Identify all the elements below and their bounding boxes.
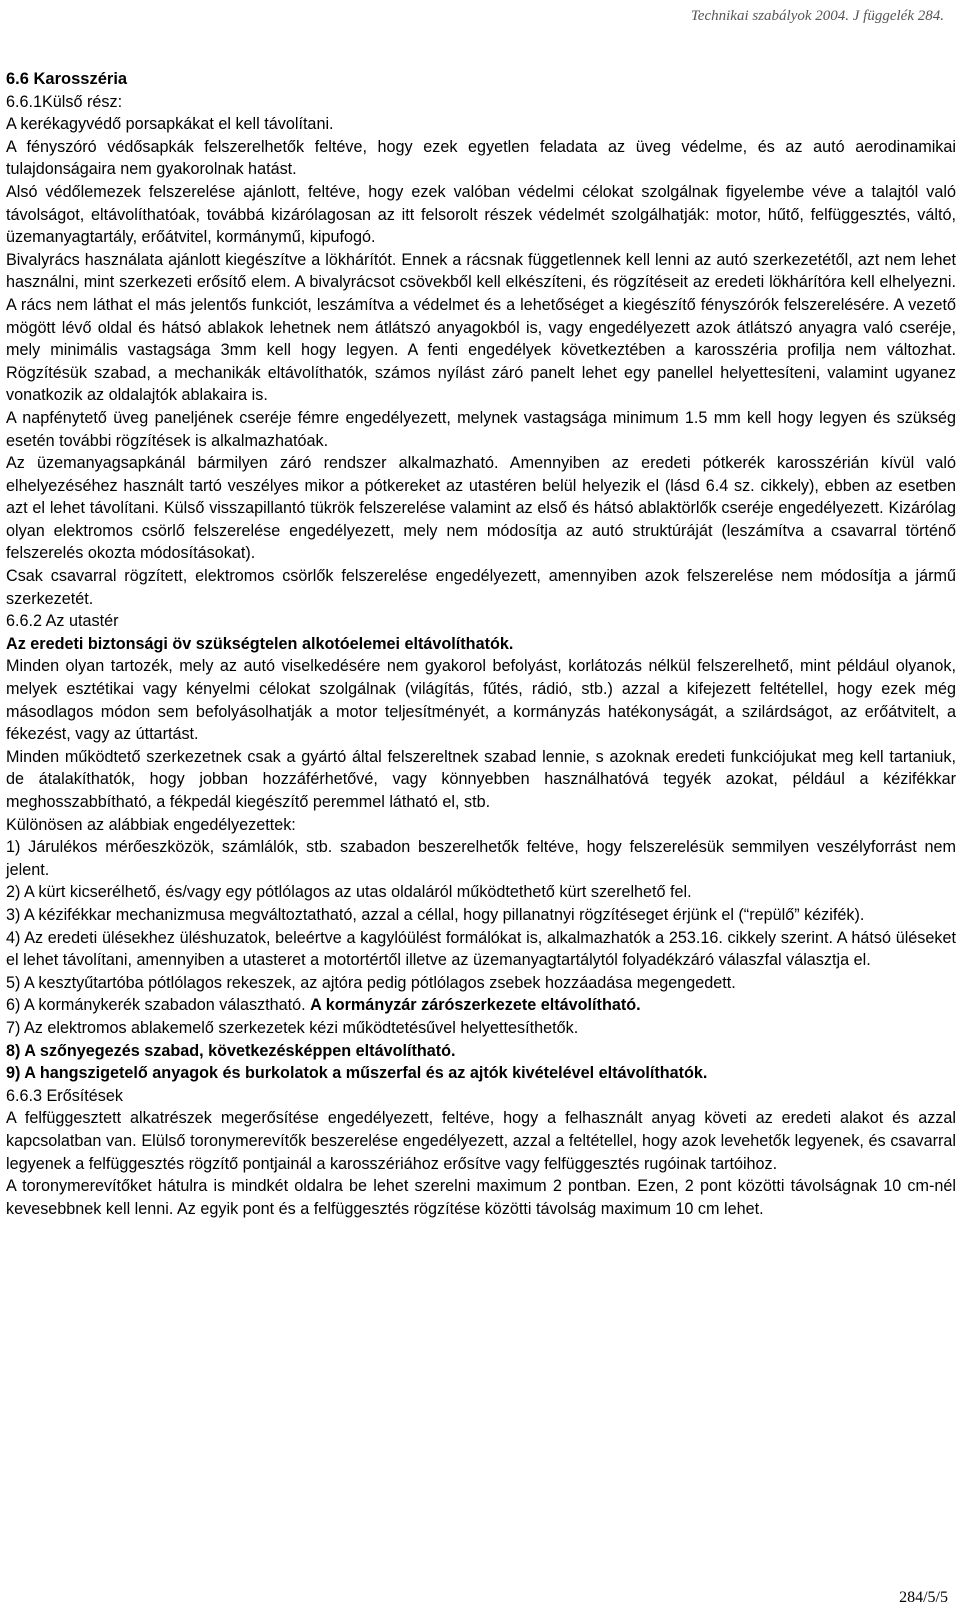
paragraph: Minden működtető szerkezetnek csak a gyártó által felszereltnek szabad lennie, s azoknak eredeti funkciójukat meg kell tartaniuk, de átalakíthatók, hogy jobban hozzáférhetővé, vagy könnyebben használhatóvá tegyék azokat, például a kézifékkar meghosszabbítható, a fékpedál kiegészítő peremmel látható el, stb.: [6, 747, 956, 811]
paragraph: A napfénytető üveg paneljének cseréje fémre engedélyezett, melynek vastagsága minimum 1.5 mm kell hogy legyen és szükség esetén további rögzítések is alkalmazhatóak.: [6, 408, 956, 450]
list-item: 1) Járulékos mérőeszközök, számlálók, stb. szabadon beszerelhetők feltéve, hogy felszerelésük semmilyen veszélyforrást nem jelent.: [6, 838, 956, 879]
paragraph: A kerékagyvédő porsapkákat el kell távolítani.: [6, 115, 334, 134]
list-item: 8) A szőnyegezés szabad, következésképpen eltávolítható.: [6, 1041, 456, 1060]
document-body: [6, 68, 956, 1220]
subsection-heading-6-6-3: 6.6.3 Erősítések: [6, 1086, 123, 1105]
paragraph: Minden olyan tartozék, mely az autó viselkedésére nem gyakorol befolyást, korlátozás nélkül felszerelhető, mint például olyanok, melyek esztétikai vagy kényelmi célokat szolgálnak (világítás, fűtés, rádió, stb.) azzal a kifejezett feltétellel, hogy ezek még másodlagos módon sem befolyásolhatják a motor teljesítményét, a kormányzás hatékonyságát, a szilárdságot, az erőátvitelt, a fékezést, vagy az úttartást.: [6, 657, 956, 744]
list-item: 5) A kesztyűtartóba pótlólagos rekeszek, az ajtóra pedig pótlólagos zsebek hozzáadása megengedett.: [6, 973, 736, 992]
paragraph: Bivalyrács használata ajánlott kiegészítve a lökhárítót. Ennek a rácsnak függetlennek kell lenni az autó szerkezetétől, azt nem lehet használni, mint szerkezeti erősítő elem. A bivalyrácsot csövekből kell elkészíteni, és rögzítéseit az eredeti lökhárítóra kell elhelyezni. A rács nem láthat el más jelentős funkciót, leszámítva a védelmet és a lehetőséget a kiegészítő fényszórók felszerelésére. A vezető mögött lévő oldal és hátsó ablakok lehetnek nem átlátszó anyagokból is, vagy engedélyezett azok átlátszó anyagra való cseréje, mely minimális vastagsága 3mm kell hogy legyen. A fenti engedélyek következtében a karosszéria profilja nem változhat. Rögzítésük szabad, a mechanikák eltávolíthatók, számos nyílást záró panelt lehet egy panellel helyettesíteni, valamint ugyanez vonatkozik az oldalajtók ablakaira is.: [6, 250, 956, 405]
list-item: 7) Az elektromos ablakemelő szerkezetek kézi működtetésűvel helyettesíthetők.: [6, 1018, 579, 1037]
subsection-heading-6-6-1: 6.6.1Külső rész:: [6, 92, 123, 111]
list-item: 4) Az eredeti ülésekhez üléshuzatok, beleértve a kagylóülést formálókat is, alkalmazhatók a 253.16. cikkely szerint. A hátsó üléseket el lehet távolítani, amennyiben a utasteret a motortértől illetve az üzemanyagtartálytól folyadékzáró válaszfal választja el.: [6, 928, 956, 970]
paragraph: Alsó védőlemezek felszerelése ajánlott, feltéve, hogy ezek valóban védelmi célokat szolgálnak figyelembe véve a talajtól való távolságot, eltávolíthatóak, továbbá kizárólagosan az itt felsorolt részek védelmét szolgálhatják: motor, hűtő, felfüggesztés, váltó, üzemanyagtartály, erőátvitel, kormánymű, kipufogó.: [6, 182, 956, 247]
section-heading-6-6: 6.6 Karosszéria: [6, 70, 128, 88]
bold-paragraph: Az eredeti biztonsági öv szükségtelen alkotóelemei eltávolíthatók.: [6, 634, 514, 653]
list-intro: Különösen az alábbiak engedélyezettek:: [6, 815, 296, 834]
list-item-text: 6) A kormánykerék szabadon választható.: [6, 996, 311, 1015]
subsection-heading-6-6-2: 6.6.2 Az utastér: [6, 612, 119, 631]
paragraph: A toronymerevítőket hátulra is mindkét oldalra be lehet szerelni maximum 2 pontban. Ezen, 2 pont közötti távolságnak 10 cm-nél kevesebbnek kell lenni. Az egyik pont és a felfüggesztés rögzítése közötti távolság maximum 10 cm lehet.: [6, 1177, 956, 1218]
list-item: [6, 994, 956, 1017]
list-item: 9) A hangszigetelő anyagok és burkolatok a műszerfal és az ajtók kivételével eltávolíthatók.: [6, 1064, 708, 1083]
page-number: 284/5/5: [899, 1589, 948, 1606]
list-item: 2) A kürt kicserélhető, és/vagy egy pótlólagos az utas oldaláról működtethető kürt szerelhető fel.: [6, 883, 692, 902]
paragraph: A fényszóró védősapkák felszerelhetők feltéve, hogy ezek egyetlen feladata az üveg védelme, és az autó aerodinamikai tulajdonságaira nem gyakorolnak hatást.: [6, 137, 956, 179]
paragraph: Az üzemanyagsapkánál bármilyen záró rendszer alkalmazható. Amennyiben az eredeti pótkerék karosszérián kívül való elhelyezéséhez használt tartó veszélyes mikor a pótkereket az utastéren belül helyezik el (lásd 6.4 sz. cikkely), ebben az esetben azt el lehet távolítani. Külső visszapillantó tükrök felszerelése valamint az első és hátsó ablaktörlők cseréje engedélyezett. Kizárólag olyan elektromos csörlő felszerelése engedélyezett, mely nem módosítja az autó struktúráját (leszámítva a csavarral történő felszerelés okozta módosításokat).: [6, 454, 956, 563]
list-item-bold-text: A kormányzár zárószerkezete eltávolítható.: [310, 996, 641, 1015]
paragraph: Csak csavarral rögzített, elektromos csörlők felszerelése engedélyezett, amennyiben azok felszerelése nem módosítja a jármű szerkezetét.: [6, 567, 956, 608]
list-item: 3) A kézifékkar mechanizmusa megváltoztatható, azzal a céllal, hogy pillanatnyi rögzítéseget érjünk el (“repülő” kézifék).: [6, 905, 865, 924]
page-header: Technikai szabályok 2004. J függelék 284.: [690, 8, 944, 24]
paragraph: A felfüggesztett alkatrészek megerősítése engedélyezett, feltéve, hogy a felhasznált anyag követi az eredeti alakot és azzal kapcsolatban van. Elülső toronymerevítők beszerelése engedélyezett, azzal a feltétellel, hogy azok levehetők legyenek, és csavarral legyenek a felfüggesztés rögzítő pontjainál a karosszériához erősítve vagy felfüggesztés rugóinak tartóihoz.: [6, 1109, 956, 1173]
